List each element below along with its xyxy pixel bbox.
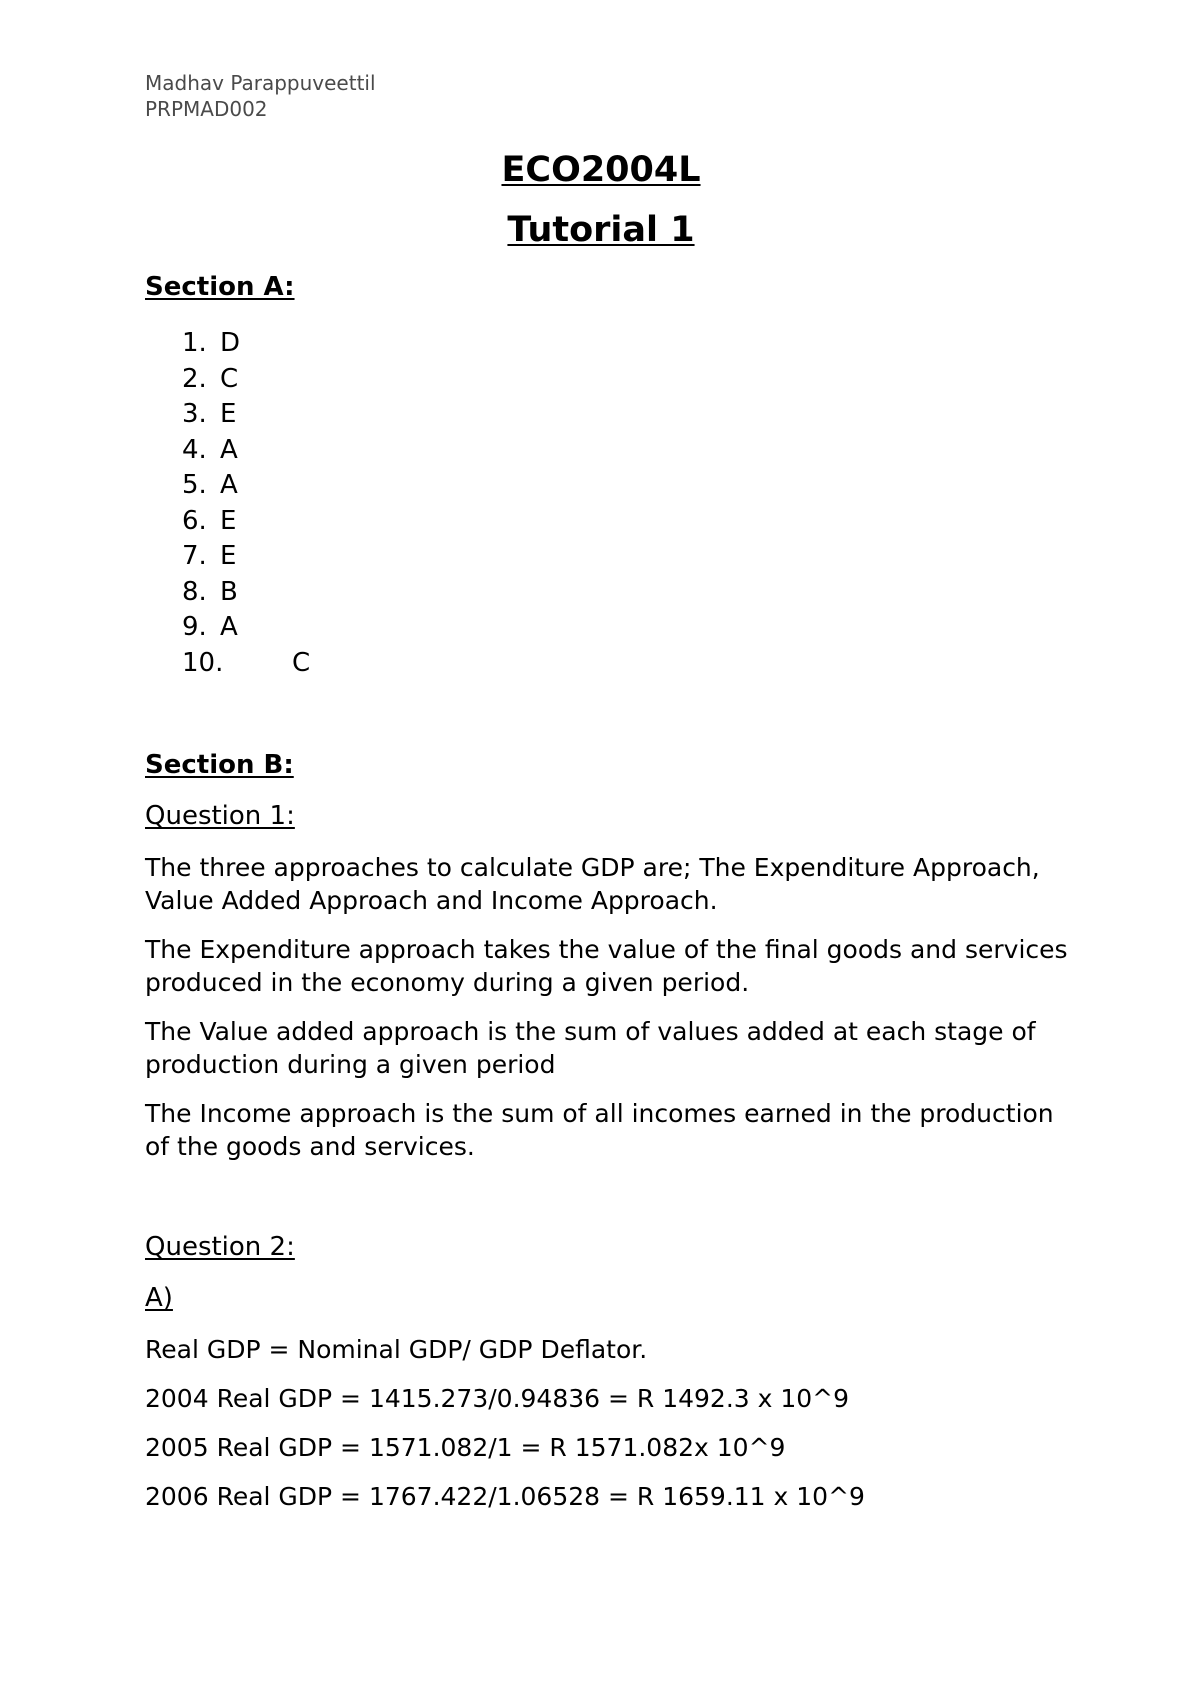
- answer-number: 6.: [182, 505, 207, 536]
- answer-letter: E: [220, 541, 237, 571]
- section-a-answer-list: [182, 326, 310, 681]
- question-1-paragraph: The Income approach is the sum of all incomes earned in the production of the goods and services.: [145, 1099, 1054, 1161]
- answer-number: 1.: [182, 328, 207, 358]
- tutorial-title: Tutorial 1: [507, 210, 695, 250]
- section-b-heading: Section B:: [145, 750, 294, 780]
- real-gdp-calculation: 2006 Real GDP = 1767.422/1.06528 = R 1659.11 x 10^9: [145, 1482, 865, 1511]
- answer-letter: A: [220, 612, 238, 642]
- section-a-heading: Section A:: [145, 272, 295, 302]
- answer-letter: E: [220, 505, 237, 536]
- answer-number: 7.: [182, 541, 207, 571]
- answer-letter: B: [220, 576, 238, 607]
- question-2-part-label: A): [145, 1283, 173, 1313]
- answer-item: [182, 539, 310, 575]
- document-header: [145, 70, 376, 122]
- question-1-paragraph: The Value added approach is the sum of values added at each stage of production during a given period: [145, 1017, 1036, 1079]
- answer-letter: D: [220, 328, 241, 358]
- answer-item: [182, 468, 310, 504]
- question-1-label: Question 1:: [145, 801, 295, 831]
- real-gdp-calculation: 2005 Real GDP = 1571.082/1 = R 1571.082x 10^9: [145, 1433, 786, 1462]
- answer-number: 5.: [182, 470, 207, 500]
- answer-number: 10.: [182, 647, 224, 678]
- real-gdp-calculation: 2004 Real GDP = 1415.273/0.94836 = R 1492.3 x 10^9: [145, 1384, 850, 1413]
- answer-letter: A: [220, 470, 238, 500]
- answer-item: [182, 646, 310, 682]
- answer-item: [182, 397, 310, 433]
- course-code-title: ECO2004L: [501, 150, 701, 190]
- author-name: Madhav Parappuveettil: [145, 71, 376, 95]
- answer-letter: C: [220, 363, 239, 394]
- answer-number: 9.: [182, 612, 207, 642]
- answer-item: [182, 326, 310, 362]
- answer-number: 3.: [182, 399, 207, 429]
- answer-letter: E: [220, 399, 237, 429]
- answer-item: [182, 433, 310, 469]
- answer-item: [182, 504, 310, 540]
- answer-number: 8.: [182, 576, 207, 607]
- answer-item: [182, 362, 310, 398]
- question-2-label: Question 2:: [145, 1232, 295, 1262]
- answer-letter: A: [220, 434, 238, 465]
- student-id: PRPMAD002: [145, 97, 268, 121]
- answer-item: [182, 575, 310, 611]
- answer-number: 2.: [182, 363, 207, 394]
- question-1-paragraph: The three approaches to calculate GDP are; The Expenditure Approach, Value Added Approach and Income Approach.: [145, 853, 1040, 915]
- question-1-paragraph: The Expenditure approach takes the value of the final goods and services produced in the economy during a given period.: [145, 935, 1068, 997]
- answer-number: 4.: [182, 434, 207, 465]
- answer-item: [182, 610, 310, 646]
- real-gdp-formula: Real GDP = Nominal GDP/ GDP Deflator.: [145, 1335, 648, 1364]
- answer-letter: C: [292, 647, 311, 678]
